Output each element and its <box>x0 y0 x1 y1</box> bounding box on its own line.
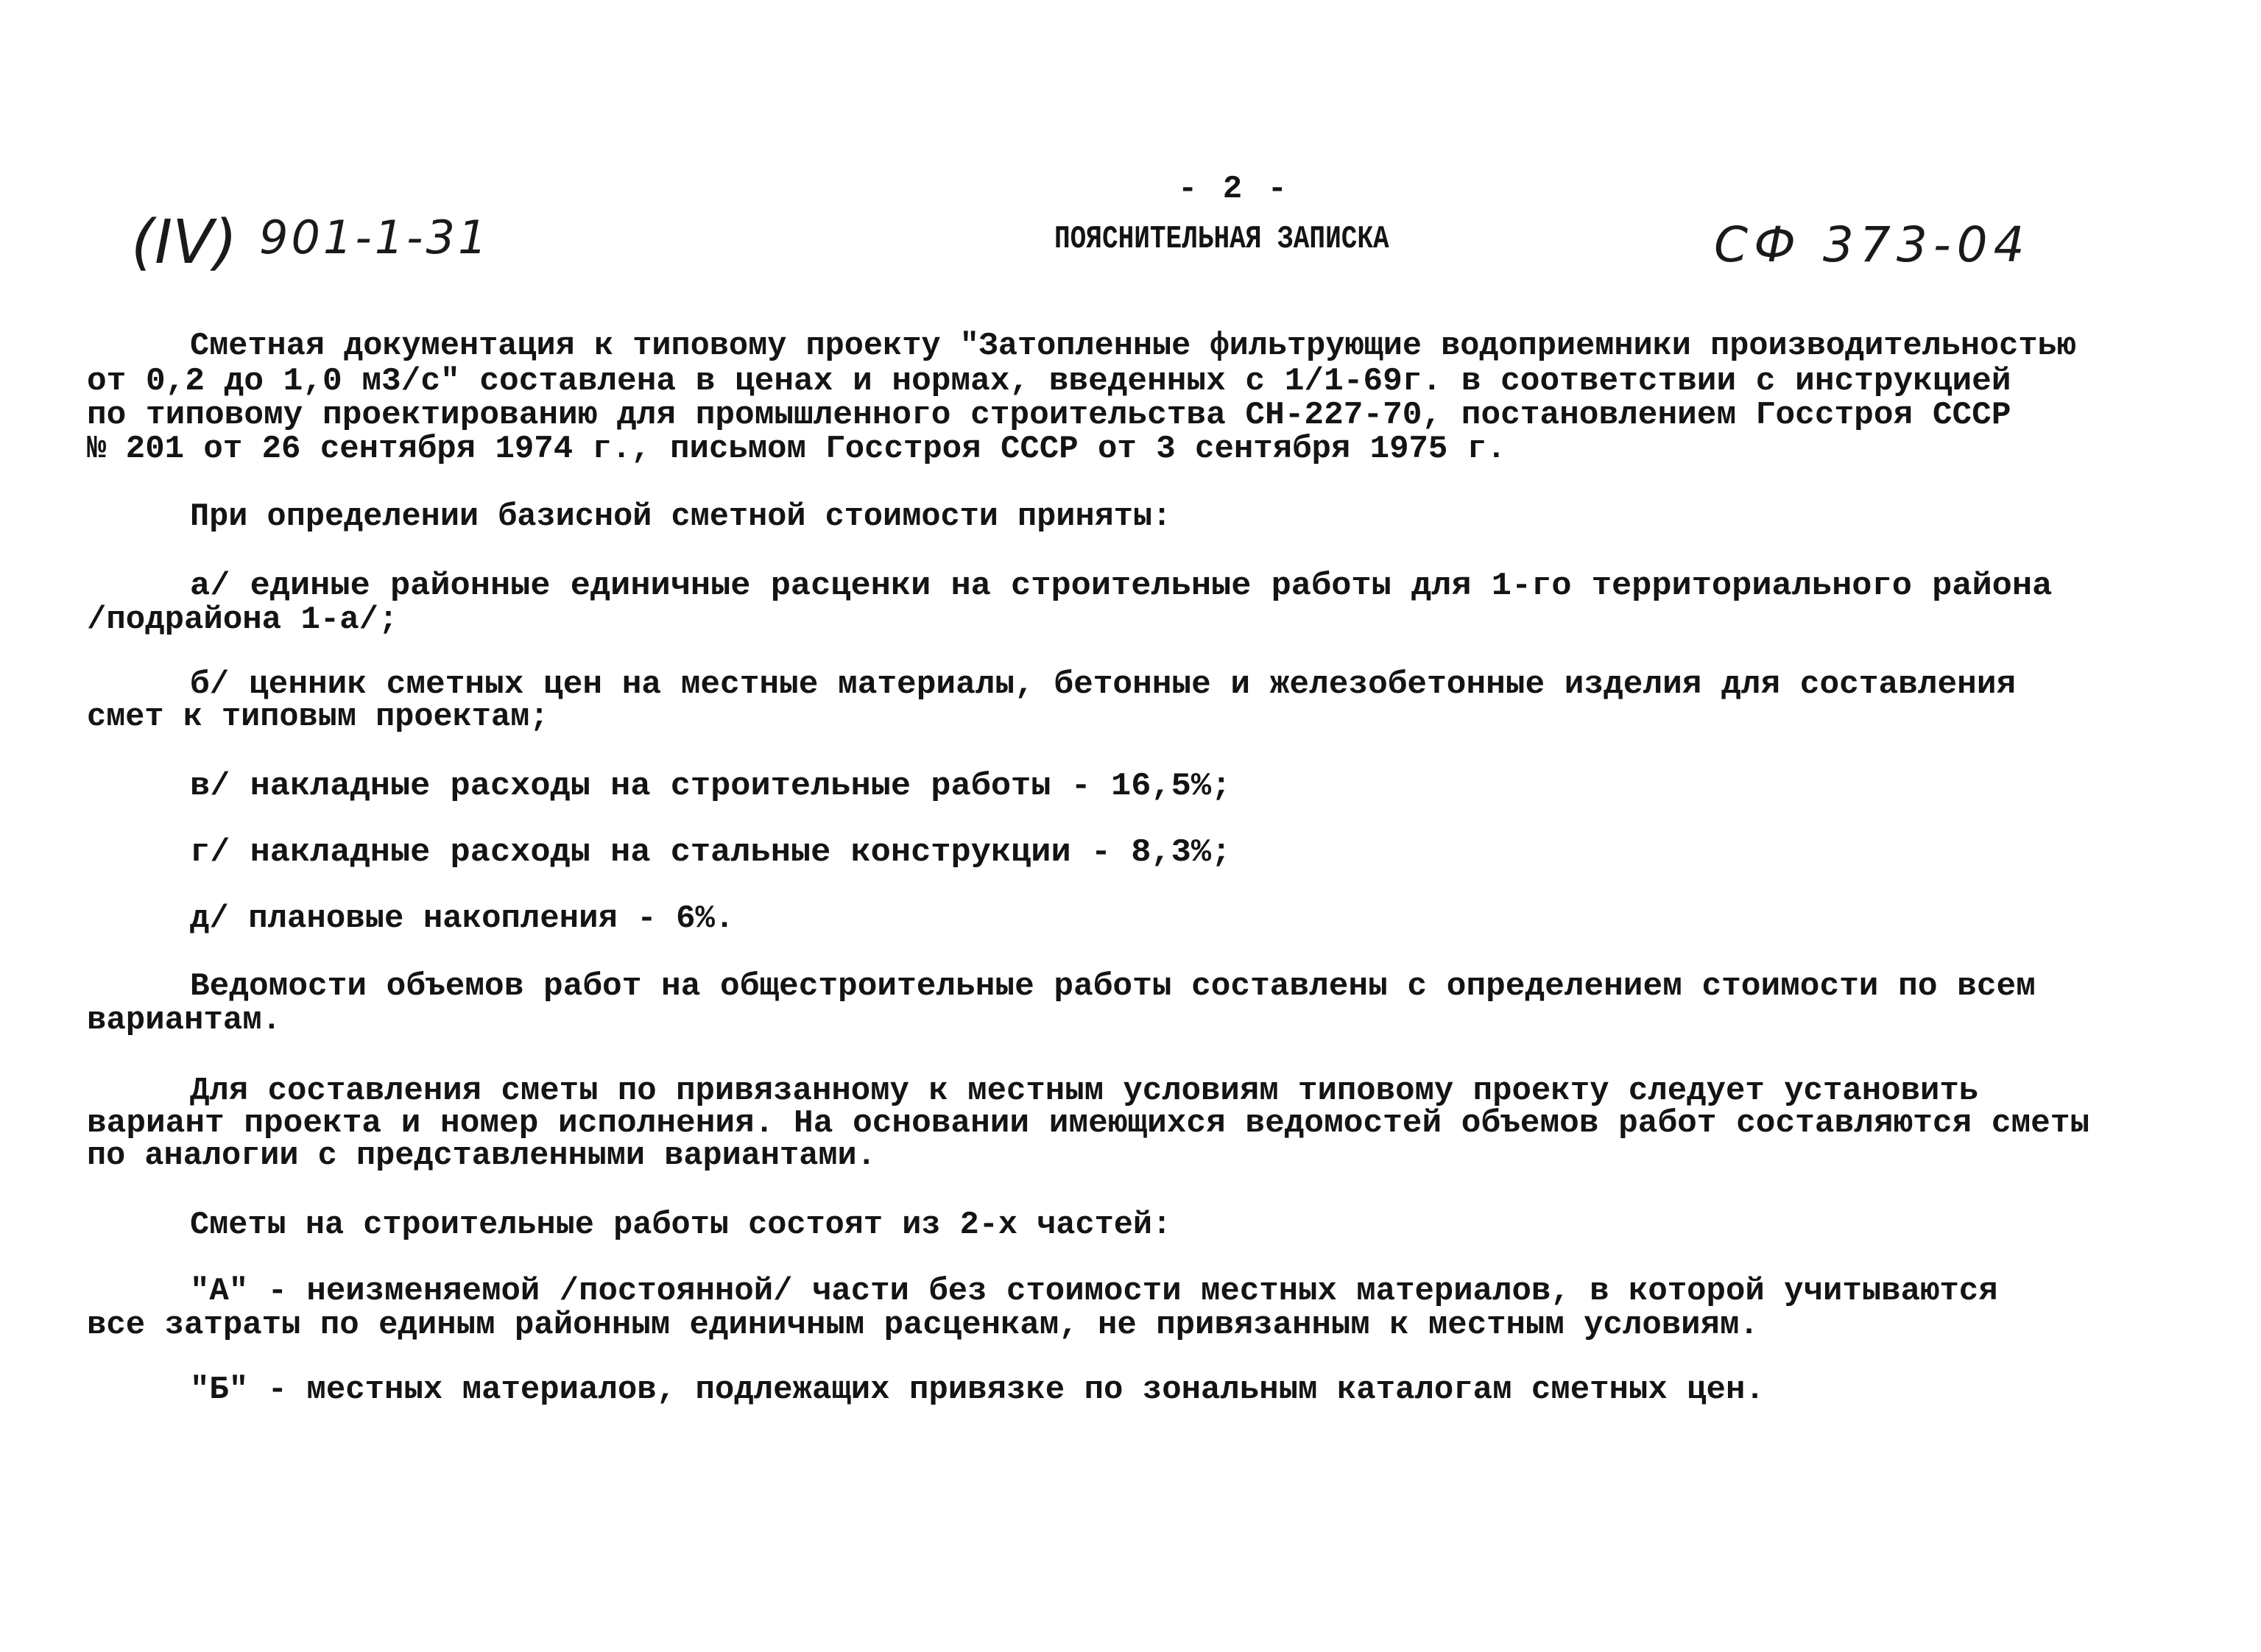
item-b-line-1: б/ ценник сметных цен на местные материалы, бетонные и железобетонные изделия для составления <box>190 666 2017 703</box>
page-number: - 2 - <box>1178 171 1291 208</box>
binding-line-1: Для составления сметы по привязанному к местным условиям типовому проекту следует установить <box>190 1073 1979 1109</box>
binding-line-3: по аналогии с представленными вариантами. <box>87 1137 876 1174</box>
handwritten-project-code: 901-1-31 <box>259 211 490 264</box>
intro-line-2: от 0,2 до 1,0 м3/с" составлена в ценах и нормах, введенных с 1/1-69г. в соответствии с инструкцией <box>87 363 2011 400</box>
item-a-line-1: а/ единые районные единичные расценки на строительные работы для 1-го территориального района <box>190 568 2053 604</box>
item-a-line-2: /подрайона 1-а/; <box>87 601 398 638</box>
basis-intro: При определении базисной сметной стоимости приняты: <box>190 498 1172 535</box>
parts-intro: Сметы на строительные работы состоят из 2-х частей: <box>190 1207 1172 1243</box>
volumes-line-1: Ведомости объемов работ на общестроительные работы составлены с определением стоимости по всем <box>190 968 2036 1005</box>
item-d: д/ плановые накопления - 6%. <box>190 900 735 937</box>
intro-line-3: по типовому проектированию для промышленного строительства СН-227-70, постановлением Госстроя СССР <box>87 397 2011 434</box>
volumes-line-2: вариантам. <box>87 1002 282 1039</box>
handwritten-album-code: СФ 373-04 <box>1714 216 2031 273</box>
intro-line-4: № 201 от 26 сентября 1974 г., письмом Госстроя СССР от 3 сентября 1975 г. <box>87 431 1506 467</box>
part-a-line-2: все затраты по единым районным единичным расценкам, не привязанным к местным условиям. <box>87 1307 1759 1344</box>
item-g: г/ накладные расходы на стальные конструкции - 8,3%; <box>190 834 1232 871</box>
item-v: в/ накладные расходы на строительные работы - 16,5%; <box>190 768 1232 805</box>
document-title: ПОЯСНИТЕЛЬНАЯ ЗАПИСКА <box>1054 221 1389 258</box>
handwritten-section-mark: (IV) <box>131 208 238 278</box>
part-b: "Б" - местных материалов, подлежащих привязке по зональным каталогам сметных цен. <box>190 1372 1765 1408</box>
binding-line-2: вариант проекта и номер исполнения. На основании имеющихся ведомостей объемов работ составляются сметы <box>87 1105 2090 1142</box>
part-a-line-1: "А" - неизменяемой /постоянной/ части без стоимости местных материалов, в которой учитываются <box>190 1273 1998 1310</box>
intro-line-1: Сметная документация к типовому проекту "Затопленные фильтрующие водоприемники производительностью <box>190 328 2076 364</box>
item-b-line-2: смет к типовым проектам; <box>87 699 549 735</box>
